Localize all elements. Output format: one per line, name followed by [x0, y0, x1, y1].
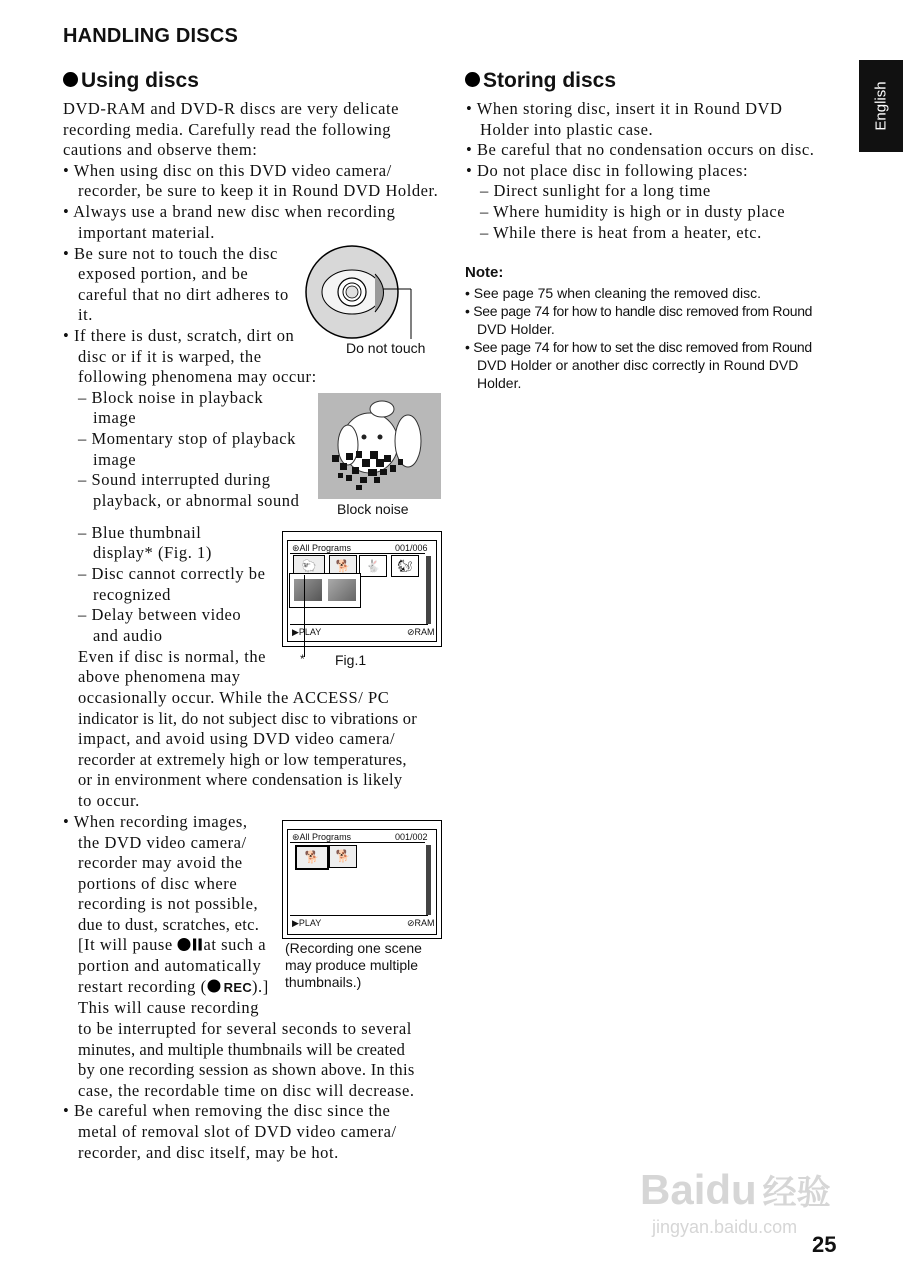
- play-icon: ▶: [292, 627, 299, 637]
- watermark-logo: Baidu 经验: [640, 1166, 831, 1213]
- storing-discs-heading: Storing discs: [465, 69, 616, 93]
- text-line: metal of removal slot of DVD video camera/: [78, 1122, 397, 1141]
- text-line: display* (Fig. 1): [93, 543, 212, 562]
- page-number: 25: [812, 1232, 837, 1257]
- text-line: impact, and avoid using DVD video camera/: [78, 729, 396, 748]
- watermark-url: jingyan.baidu.com: [652, 1217, 798, 1237]
- text-line: careful that no dirt adheres to: [78, 285, 289, 304]
- text-line: important material.: [78, 223, 215, 242]
- text-line: portions of disc where: [78, 874, 238, 893]
- disc-illustration: [300, 244, 440, 344]
- text-line: recorder may avoid the: [78, 853, 243, 872]
- text-line: recorder at extremely high or low temperatures,: [78, 750, 407, 769]
- screen-fig1-ram: ⊘RAM: [407, 627, 435, 637]
- text-line: it.: [78, 305, 93, 324]
- text-line: to occur.: [78, 791, 140, 810]
- record-pause-icon: [177, 937, 203, 952]
- rec-label: REC: [223, 980, 253, 995]
- text-line: above phenomena may: [78, 667, 241, 686]
- text-line: minutes, and multiple thumbnails will be created: [78, 1040, 405, 1059]
- thumbnail: 🐑: [293, 555, 325, 577]
- blue-thumbnail: [328, 579, 356, 601]
- divider: [290, 553, 425, 554]
- text-line: • Be careful that no condensation occurs on disc.: [466, 140, 815, 159]
- text-line: image: [93, 450, 137, 469]
- text-line: case, the recordable time on disc will decrease.: [78, 1081, 415, 1100]
- using-discs-heading: Using discs: [63, 69, 199, 93]
- thumbnail-popup: [289, 573, 361, 608]
- note-line: • See page 75 when cleaning the removed disc.: [465, 285, 761, 301]
- screen-multi-play: ▶PLAY: [292, 918, 322, 928]
- block-noise-caption: Block noise: [337, 501, 409, 517]
- bullet-dot-icon: [63, 72, 78, 87]
- text-line: due to dust, scratches, etc.: [78, 915, 260, 934]
- text-line: – Delay between video: [78, 605, 242, 624]
- text-line: to be interrupted for several seconds to several: [78, 1019, 412, 1038]
- screen-multi-title: ⊛All Programs: [292, 832, 352, 842]
- text-line: by one recording session as shown above. In this: [78, 1060, 415, 1079]
- text-line: recording is not possible,: [78, 894, 259, 913]
- pause-line: [It will pause at such a: [78, 935, 267, 954]
- note-line: DVD Holder or another disc correctly in Round DVD: [477, 357, 799, 373]
- text-line: – Where humidity is high or in dusty place: [480, 202, 786, 221]
- scrollbar: [426, 845, 431, 915]
- text-line: portion and automatically: [78, 956, 262, 975]
- record-dot-icon: [207, 979, 221, 993]
- text-line: – Direct sunlight for a long time: [480, 181, 711, 200]
- text-line: • Do not place disc in following places:: [466, 161, 749, 180]
- page-title: HANDLING DISCS: [63, 25, 239, 47]
- text-line: • Always use a brand new disc when recording: [63, 202, 396, 221]
- text-line: • Be sure not to touch the disc: [63, 244, 278, 263]
- screen-multi-ram: ⊘RAM: [407, 918, 435, 928]
- screen-multi-thumb: [282, 820, 442, 939]
- text-line: – Blue thumbnail: [78, 523, 202, 542]
- note-line: • See page 74 for how to handle disc removed from Round: [465, 303, 813, 319]
- thumbnail: 🐇: [359, 555, 387, 577]
- text-line: exposed portion, and be: [78, 264, 249, 283]
- thumbnail: 🐕: [295, 845, 329, 870]
- divider: [290, 915, 428, 916]
- text-line: • Be careful when removing the disc since the: [63, 1101, 391, 1120]
- thumbnail: 🐿: [391, 555, 419, 577]
- divider: [290, 624, 428, 625]
- text-line: – Sound interrupted during: [78, 470, 271, 489]
- bullet-dot-icon: [465, 72, 480, 87]
- thumbnail: 🐕: [329, 555, 357, 577]
- text-line: – Momentary stop of playback: [78, 429, 296, 448]
- screen-fig1-title: ⊛All Programs: [292, 543, 352, 553]
- disc-ram-icon: ⊘: [407, 627, 415, 637]
- block-noise-image: [318, 393, 441, 499]
- note-line: • See page 74 for how to set the disc removed from Round: [465, 339, 812, 355]
- screen-multi-caption: (Recording one scene may produce multiple thumbnails.): [285, 940, 422, 990]
- disc-icon: ⊛: [292, 832, 300, 842]
- text-line: This will cause recording: [78, 998, 259, 1017]
- text-line: cautions and observe them:: [63, 140, 258, 159]
- fig1-caption: Fig.1: [335, 652, 367, 668]
- note-label: Note:: [465, 264, 504, 281]
- text-line: • If there is dust, scratch, dirt on: [63, 326, 295, 345]
- text-line: Holder into plastic case.: [480, 120, 654, 139]
- text-line: disc or if it is warped, the: [78, 347, 262, 366]
- text-line: recorder, and disc itself, may be hot.: [78, 1143, 339, 1162]
- play-icon: ▶: [292, 918, 299, 928]
- screen-multi-count: 001/002: [395, 832, 428, 842]
- text-line: occasionally occur. While the ACCESS/ PC: [78, 688, 390, 707]
- disc-icon: ⊛: [292, 543, 300, 553]
- disc-caption: Do not touch: [346, 340, 426, 356]
- text-line: playback, or abnormal sound: [93, 491, 300, 510]
- text-line: indicator is lit, do not subject disc to vibrations or: [78, 709, 417, 728]
- language-tab: [859, 60, 903, 152]
- screen-fig1: [282, 531, 442, 647]
- disc-ram-icon: ⊘: [407, 918, 415, 928]
- text-line: – Block noise in playback: [78, 388, 264, 407]
- text-line: • When using disc on this DVD video camera/: [63, 161, 392, 180]
- language-tab-label: English: [872, 81, 890, 131]
- text-line: recorder, be sure to keep it in Round DVD Holder.: [78, 181, 439, 200]
- text-line: or in environment where condensation is likely: [78, 770, 403, 789]
- text-line: • When storing disc, insert it in Round DVD: [466, 99, 783, 118]
- text-line: and audio: [93, 626, 163, 645]
- text-line: Even if disc is normal, the: [78, 647, 267, 666]
- note-line: DVD Holder.: [477, 321, 555, 337]
- thumbnail: 🐕: [329, 845, 357, 868]
- text-line: the DVD video camera/: [78, 833, 247, 852]
- divider: [290, 842, 425, 843]
- text-line: • When recording images,: [63, 812, 248, 831]
- text-line: image: [93, 408, 137, 427]
- fig1-star: *: [300, 652, 305, 666]
- note-line: Holder.: [477, 375, 522, 391]
- blue-thumbnail: [294, 579, 322, 601]
- screen-fig1-count: 001/006: [395, 543, 428, 553]
- screen-fig1-play: ▶PLAY: [292, 627, 322, 637]
- text-line: – Disc cannot correctly be: [78, 564, 266, 583]
- fig1-pointer-line: [304, 575, 305, 657]
- restart-line: restart recording ( REC).]: [78, 977, 269, 996]
- text-line: DVD-RAM and DVD-R discs are very delicate: [63, 99, 399, 118]
- text-line: – While there is heat from a heater, etc.: [480, 223, 762, 242]
- text-line: recognized: [93, 585, 171, 604]
- text-line: following phenomena may occur:: [78, 367, 317, 386]
- scrollbar: [426, 556, 431, 624]
- text-line: recording media. Carefully read the following: [63, 120, 392, 139]
